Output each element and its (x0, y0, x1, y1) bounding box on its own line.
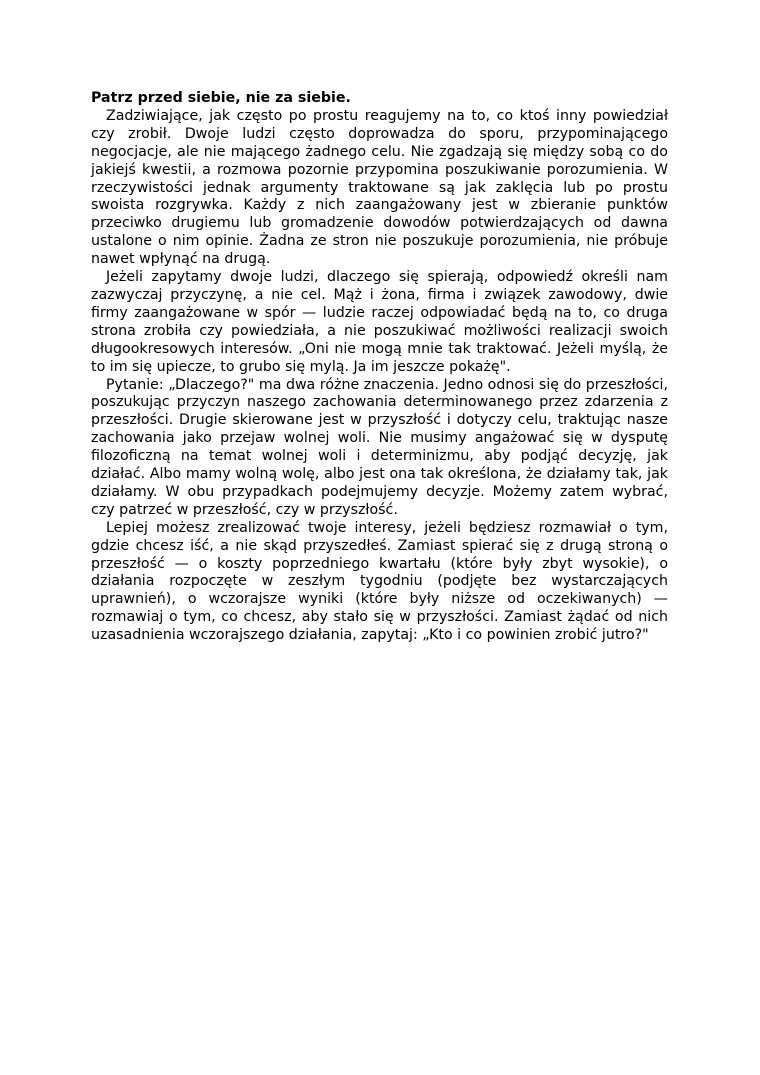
document-page (91, 90, 668, 645)
paragraph-4: Lepiej możesz zrealizować twoje interesy, jeżeli będziesz rozmawiał o tym, gdzie chcesz iść, a nie skąd przyszedłeś. Zamiast spierać się z drugą stroną o przeszłość — o koszty poprzedniego kwartału (które były zbyt wysokie), o działania rozpoczęte w zeszłym tygodniu (podjęte bez wystarczających uprawnień), o wczorajsze wyniki (które były niższe od oczekiwanych) — rozmawiaj o tym, co chcesz, aby stało się w przyszłości. Zamiast żądać od nich uzasadnienia wczorajszego działania, zapytaj: „Kto i co powinien zrobić jutro?" (91, 519, 668, 644)
paragraph-1: Zadziwiające, jak często po prostu reagujemy na to, co ktoś inny powiedział czy zrobił. Dwoje ludzi często doprowadza do sporu, przypominającego negocjacje, ale nie mającego żadnego celu. Nie zgadzają się między sobą co do jakiejś kwestii, a rozmowa pozornie przypomina poszukiwanie porozumienia. W rzeczywistości jednak argumenty traktowane są jak zaklęcia lub po prostu swoista rozgrywka. Każdy z nich zaangażowany jest w zbieranie punktów przeciwko drugiemu lub gromadzenie dowodów potwierdzających od dawna ustalone o nim opinie. Żadna ze stron nie poszukuje porozumienia, nie próbuje nawet wpłynąć na drugą. (91, 107, 668, 268)
paragraph-2: Jeżeli zapytamy dwoje ludzi, dlaczego się spierają, odpowiedź określi nam zazwyczaj przyczynę, a nie cel. Mąż i żona, firma i związek zawodowy, dwie firmy zaangażowane w spór — ludzie raczej odpowiadać będą na to, co druga strona zrobiła czy powiedziała, a nie poszukiwać możliwości realizacji swoich długookresowych interesów. „Oni nie mogą mnie tak traktować. Jeżeli myślą, że to im się upiecze, to grubo się mylą. Ja im jeszcze pokażę". (91, 269, 668, 375)
section-title: Patrz przed siebie, nie za siebie. (91, 90, 351, 106)
paragraph-3: Pytanie: „Dlaczego?" ma dwa różne znaczenia. Jedno odnosi się do przeszłości, poszukując przyczyn naszego zachowania determinowanego przez zdarzenia z przeszłości. Drugie skierowane jest w przyszłość i dotyczy celu, traktując nasze zachowania jako przejaw wolnej woli. Nie musimy angażować się w dysputę filozoficzną na temat wolnej woli i determinizmu, aby podjąć decyzję, jak działać. Albo mamy wolną wolę, albo jest ona tak określona, że działamy tak, jak działamy. W obu przypadkach podejmujemy decyzje. Możemy zatem wybrać, czy patrzeć w przeszłość, czy w przyszłość. (91, 376, 668, 518)
